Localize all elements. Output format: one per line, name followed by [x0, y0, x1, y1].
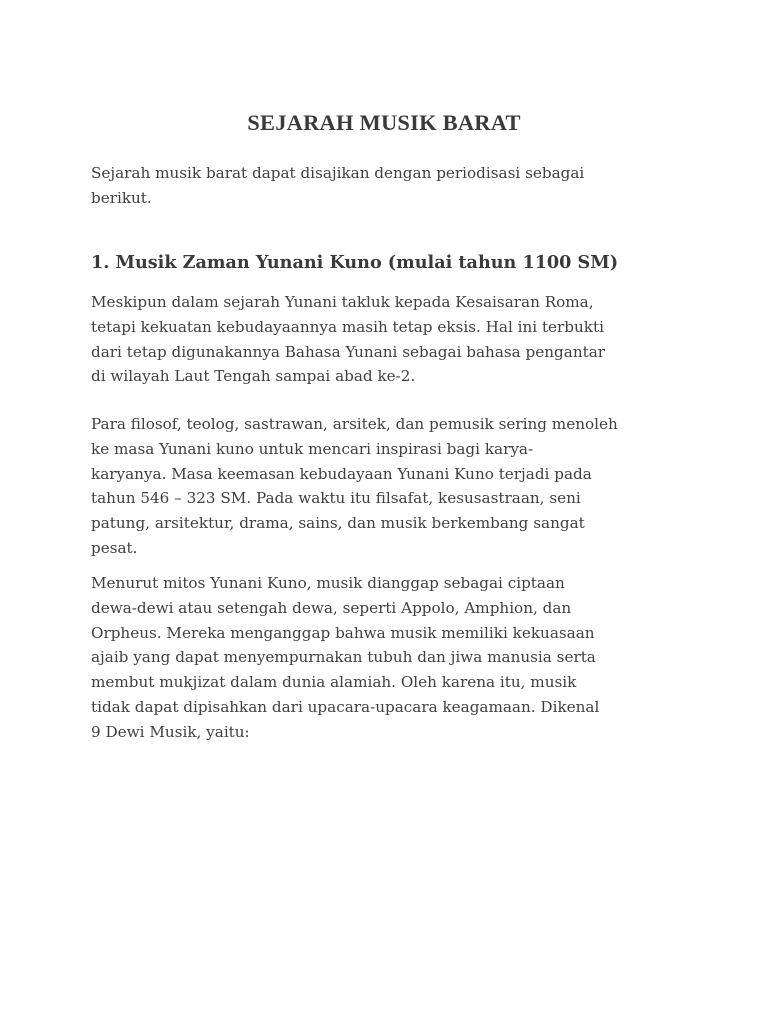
- paragraph-line: 9 Dewi Musik, yaitu:: [91, 722, 250, 741]
- section-paragraph-3: [91, 571, 691, 745]
- section-paragraph-1: [91, 290, 691, 389]
- paragraph-line: tidak dapat dipisahkan dari upacara-upacara keagamaan. Dikenal: [91, 697, 600, 716]
- paragraph-line: dari tetap digunakannya Bahasa Yunani sebagai bahasa pengantar: [91, 342, 606, 361]
- section-paragraph-2: [91, 412, 691, 561]
- paragraph-line: pesat.: [91, 538, 138, 557]
- paragraph-line: ajaib yang dapat menyempurnakan tubuh dan jiwa manusia serta: [91, 648, 596, 667]
- intro-line: Sejarah musik barat dapat disajikan dengan periodisasi sebagai: [91, 164, 585, 182]
- intro-paragraph: [91, 161, 691, 211]
- intro-line: berikut.: [91, 188, 152, 207]
- paragraph-line: ke masa Yunani kuno untuk mencari inspirasi bagi karya-: [91, 439, 534, 458]
- document-title: SEJARAH MUSIK BARAT: [247, 110, 521, 135]
- paragraph-line: tetapi kekuatan kebudayaannya masih tetap eksis. Hal ini terbukti: [91, 317, 604, 336]
- paragraph-line: karyanya. Masa keemasan kebudayaan Yunani Kuno terjadi pada: [91, 464, 592, 483]
- paragraph-line: patung, arsitektur, drama, sains, dan musik berkembang sangat: [91, 514, 585, 533]
- paragraph-line: Meskipun dalam sejarah Yunani takluk kepada Kesaisaran Roma,: [91, 293, 594, 311]
- paragraph-line: tahun 546 – 323 SM. Pada waktu itu filsafat, kesusastraan, seni: [91, 489, 581, 508]
- section-heading: 1. Musik Zaman Yunani Kuno (mulai tahun 1100 SM): [91, 252, 619, 273]
- paragraph-line: Menurut mitos Yunani Kuno, musik dianggap sebagai ciptaan: [91, 574, 565, 592]
- paragraph-line: di wilayah Laut Tengah sampai abad ke-2.: [91, 367, 416, 386]
- paragraph-line: dewa-dewi atau setengah dewa, seperti Appolo, Amphion, dan: [91, 598, 572, 617]
- paragraph-line: Para filosof, teolog, sastrawan, arsitek, dan pemusik sering menoleh: [91, 415, 618, 433]
- paragraph-line: membut mukjizat dalam dunia alamiah. Oleh karena itu, musik: [91, 673, 577, 692]
- paragraph-line: Orpheus. Mereka menganggap bahwa musik memiliki kekuasaan: [91, 623, 595, 642]
